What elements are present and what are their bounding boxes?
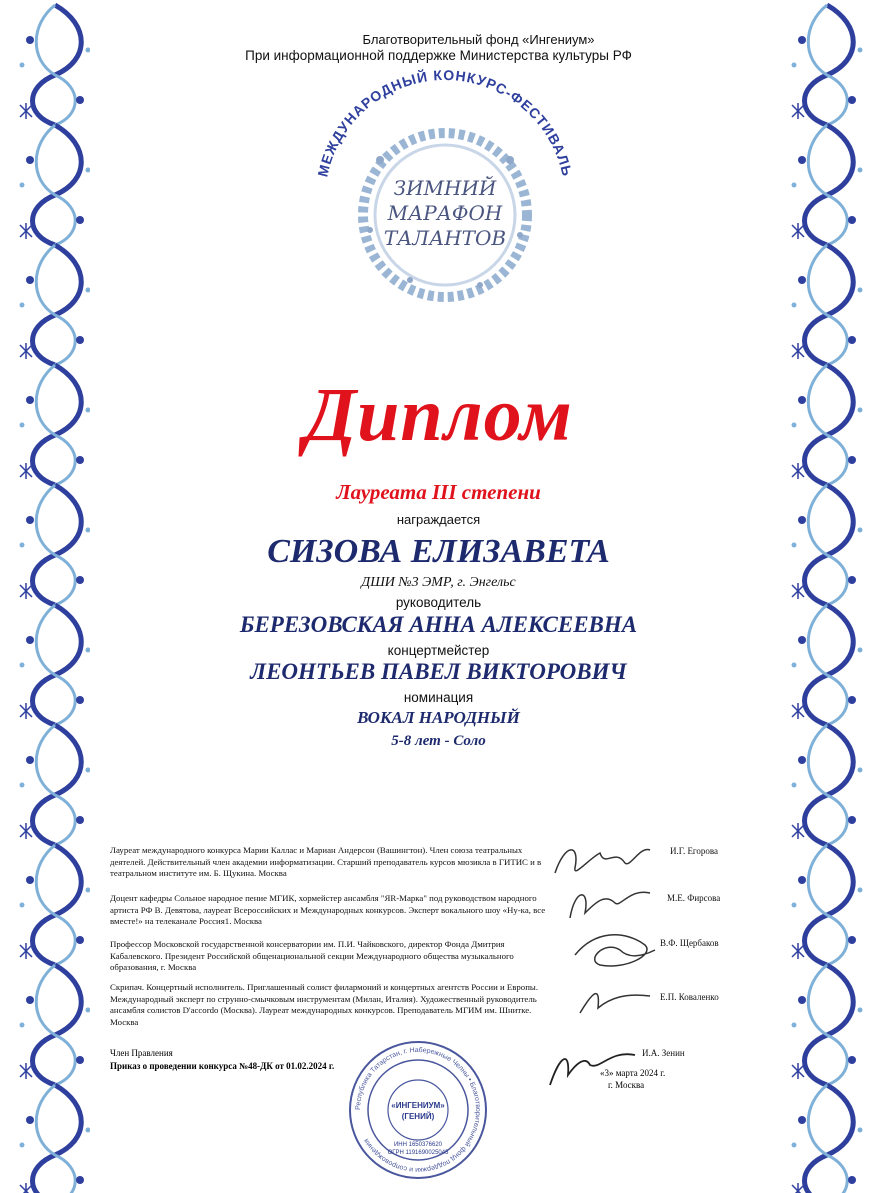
signature-shcherbakov xyxy=(565,925,665,975)
logo-arc-text: МЕЖДУНАРОДНЫЙ КОНКУРС-ФЕСТИВАЛЬ xyxy=(314,66,576,179)
stamp-center-bottom: (ГЕНИЙ) xyxy=(401,1112,435,1121)
degree-line: Лауреата III степени xyxy=(336,480,541,504)
logo-line2: МАРАФОН xyxy=(387,201,503,225)
logo-line3: ТАЛАНТОВ xyxy=(383,226,507,250)
foundation-line: Благотворительный фонд «Ингениум» xyxy=(362,32,595,47)
jury-name-3: В.Ф. Щербаков xyxy=(660,938,719,948)
signature-firsova xyxy=(560,878,660,928)
board-member-label: Член Правления xyxy=(110,1048,173,1058)
accompanist-label: концертмейстер xyxy=(387,643,490,658)
accompanist-name: ЛЕОНТЬЕВ ПАВЕЛ ВИКТОРОВИЧ xyxy=(250,659,627,684)
jury-name-4: Е.П. Коваленко xyxy=(660,992,719,1002)
stamp-inn: ИНН 1650376620 xyxy=(393,1142,443,1148)
foundation-stamp xyxy=(348,1040,488,1180)
jury-bio-1: Лауреат международного конкурса Марии Каллас и Мариан Андерсон (Вашингтон). Член союза театральных деятелей. Действительный член академии информатизации. Старший преподаватель курсов мюзикла в ГИТИС и в театральном институте им. Б. Щукина. Москва xyxy=(110,845,542,878)
school-line: ДШИ №3 ЭМР, г. Энгельс xyxy=(361,575,516,590)
jury-bio-2: Доцент кафедры Сольное народное пение МГИК, хормейстер ансамбля "ЯR-Марка" под руководством народного артиста РФ В. Девятова, лауреат Всероссийских и Международных конкурсов. Эксперт вокального шоу «Ну-ка, все вместе!» на телеканале Россия1. Москва xyxy=(110,893,546,926)
logo-line1: ЗИМНИЙ xyxy=(393,176,497,200)
jury-name-1: И.Г. Егорова xyxy=(670,846,719,856)
leader-label: руководитель xyxy=(395,595,482,610)
stamp-center-top: «ИНГЕНИУМ» xyxy=(391,1101,445,1110)
festival-logo xyxy=(300,60,590,315)
leader-name: БЕРЕЗОВСКАЯ АННА АЛЕКСЕЕВНА xyxy=(239,612,638,637)
board-member-name: И.А. Зенин xyxy=(642,1048,685,1058)
recipient-name: СИЗОВА ЕЛИЗАВЕТА xyxy=(267,533,610,570)
city-line: г. Москва xyxy=(608,1080,645,1090)
nomination-value: ВОКАЛ НАРОДНЫЙ xyxy=(357,708,520,727)
jury-bio-4: Скрипач. Концертный исполнитель. Приглашенный солист филармоний и концертных агентств России и Европы. Международный эксперт по струнно-смычковым инструментам (Милан, Италия). Художественный руководитель ансамбля солистов D'accordo (Москва). Лауреат международных конкурсов. Преподаватель МГИМ им. Шнитке. Москва xyxy=(110,982,539,1027)
stamp-ogrn: ОГРН 1191690025043 xyxy=(387,1150,449,1156)
date-line: «3» марта 2024 г. xyxy=(600,1068,666,1078)
signature-kovalenko xyxy=(570,978,660,1023)
support-line: При информационной поддержке Министерства культуры РФ xyxy=(245,48,632,63)
order-line: Приказ о проведении конкурса №48-ДК от 01.02.2024 г. xyxy=(110,1061,335,1071)
stamp-ring-text: Республика Татарстан, г. Набережные Челны • Благотворительный фонд поддержки и сопровождения xyxy=(354,1046,482,1174)
svg-text:МЕЖДУНАРОДНЫЙ КОНКУРС-ФЕСТИВАЛ xyxy=(314,67,575,178)
nomination-label: номинация xyxy=(403,690,474,705)
jury-bio-3: Профессор Московской государственной консерватории им. П.И. Чайковского, директор Фонда Дмитрия Кабалевского. Президент Российской общенациональной секции Международного общества музыкального образования, г. Москва xyxy=(110,939,514,972)
awarded-label: награждается xyxy=(396,512,481,527)
diploma-title: Диплом xyxy=(304,373,573,457)
category-value: 5-8 лет - Соло xyxy=(391,733,486,749)
jury-name-2: М.Е. Фирсова xyxy=(667,893,721,903)
